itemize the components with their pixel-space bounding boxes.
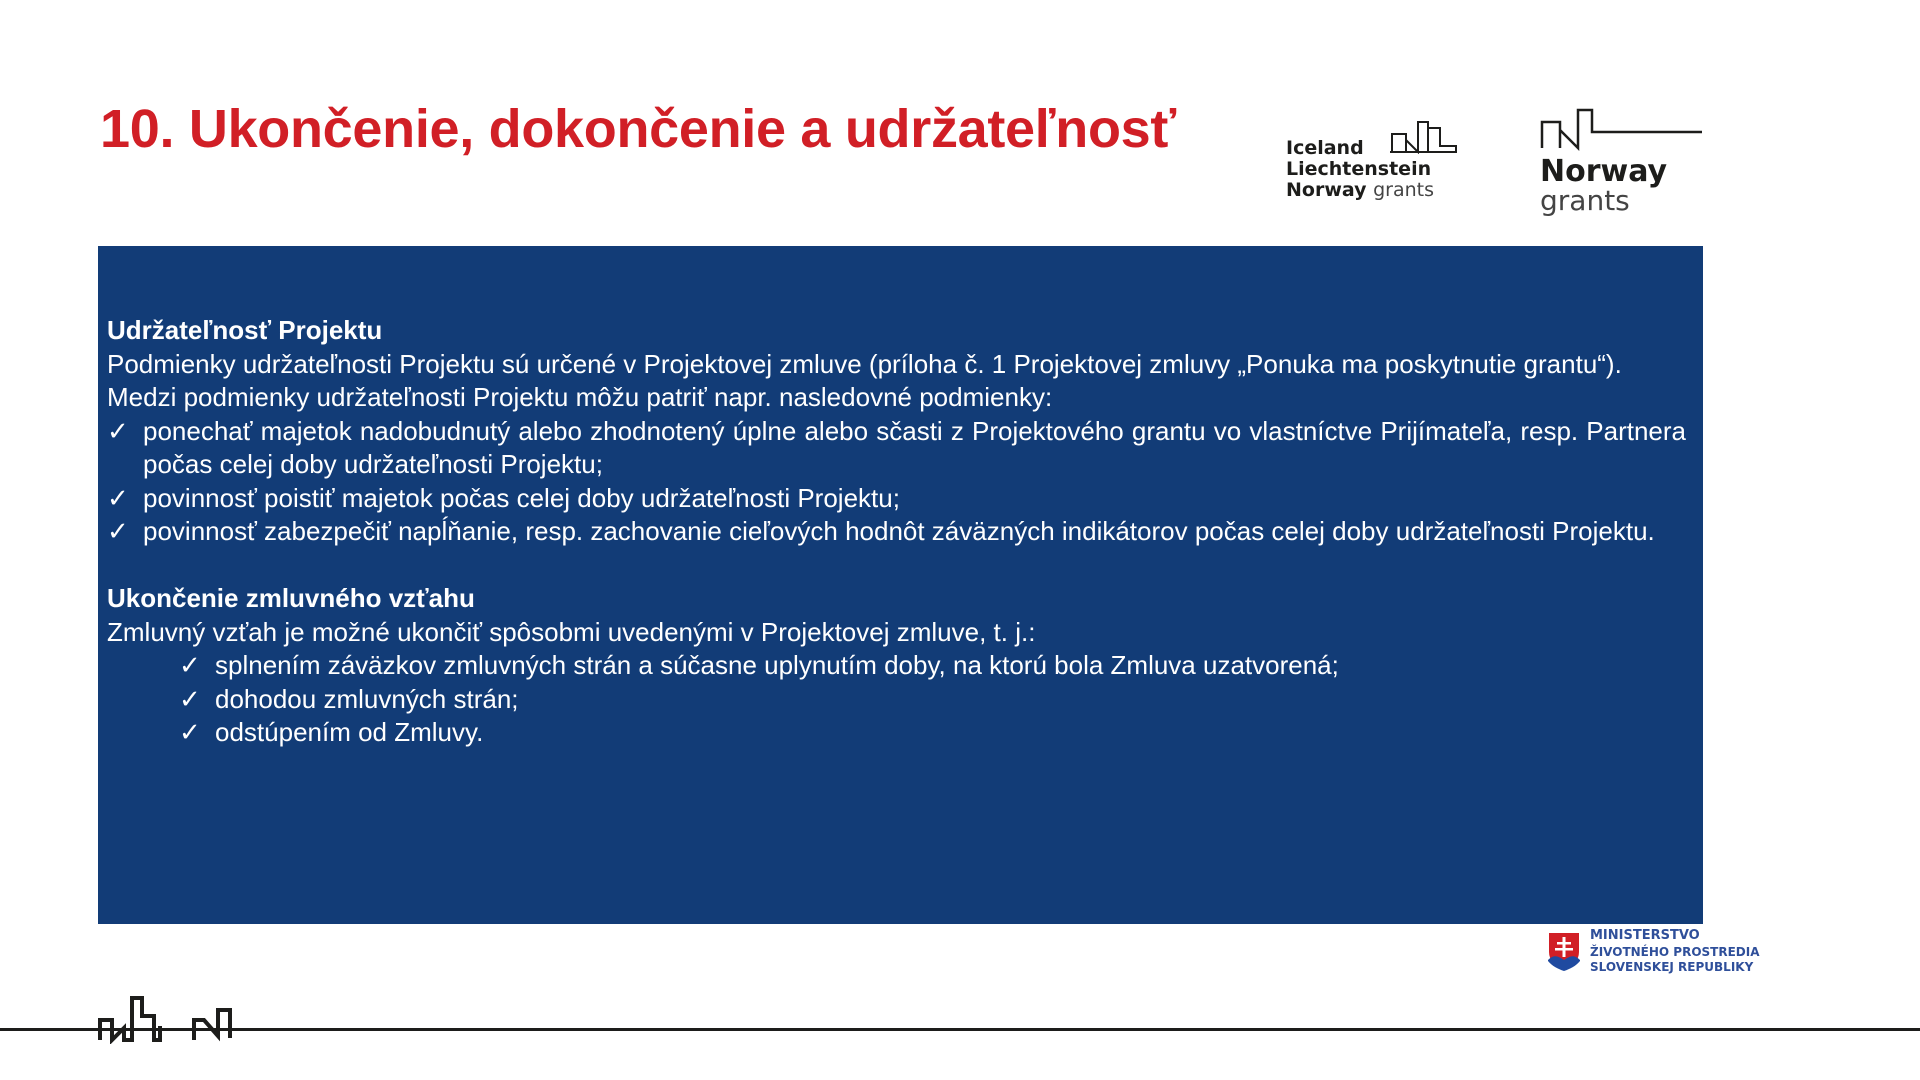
eea-logo-grants: grants bbox=[1373, 179, 1435, 201]
list-item bbox=[179, 649, 1686, 683]
eea-logo-line-3 bbox=[1286, 180, 1434, 201]
ministry-logo-line-2: ŽIVOTNÉHO PROSTREDIA bbox=[1590, 945, 1760, 959]
sustainability-paragraph-1: Podmienky udržateľnosti Projektu sú určené v Projektovej zmluve (príloha č. 1 Projektovej zmluvy „Ponuka ma poskytnutie grantu“). bbox=[107, 348, 1622, 379]
eea-grants-buildings-icon bbox=[1390, 118, 1460, 154]
ministry-logo-line-1: MINISTERSTVO bbox=[1590, 928, 1700, 943]
checkmark-icon: ✓ bbox=[179, 717, 201, 747]
slide-title: 10. Ukončenie, dokončenie a udržateľnosť bbox=[100, 99, 1176, 159]
list-item-text: splnením záväzkov zmluvných strán a súčasne uplynutím doby, na ktorú bola Zmluva uzatvorená; bbox=[215, 650, 1339, 680]
list-item bbox=[107, 415, 1686, 482]
eea-logo-line-1: Iceland bbox=[1286, 137, 1364, 159]
norway-grants-logo-line-1: Norway bbox=[1540, 154, 1668, 189]
checkmark-icon: ✓ bbox=[107, 415, 129, 446]
section-heading-termination: Ukončenie zmluvného vzťahu bbox=[107, 583, 475, 613]
grants-buildings-footer-icon bbox=[96, 990, 236, 1044]
list-item-text: povinnosť poistiť majetok počas celej doby udržateľnosti Projektu; bbox=[143, 482, 900, 513]
norway-grants-logo-line-2: grants bbox=[1540, 184, 1630, 217]
list-item bbox=[179, 683, 1686, 717]
norway-grants-buildings-icon bbox=[1540, 106, 1705, 152]
checkmark-icon: ✓ bbox=[107, 482, 129, 513]
footer-divider bbox=[0, 1028, 1920, 1031]
slovak-coat-of-arms-icon bbox=[1546, 930, 1582, 972]
checkmark-icon: ✓ bbox=[107, 516, 129, 546]
iceland-liechtenstein-norway-grants-logo bbox=[1286, 118, 1466, 208]
list-item bbox=[179, 716, 1686, 750]
sustainability-paragraph-2: Medzi podmienky udržateľnosti Projektu môžu patriť napr. nasledovné podmienky: bbox=[107, 382, 1053, 412]
eea-logo-line-2: Liechtenstein bbox=[1286, 158, 1432, 180]
eea-logo-norway: Norway bbox=[1286, 179, 1367, 201]
ministry-logo bbox=[1546, 928, 1786, 978]
list-item-text: ponechať majetok nadobudnutý alebo zhodnotený úplne alebo sčasti z Projektového grantu vo vlastníctve Prijímateľa, resp. Partnera počas celej doby udržateľnosti Projektu; bbox=[143, 415, 1686, 479]
list-item bbox=[107, 515, 1686, 549]
ministry-logo-line-3: SLOVENSKEJ REPUBLIKY bbox=[1590, 960, 1754, 974]
list-item bbox=[107, 482, 1686, 516]
content-panel bbox=[98, 246, 1703, 924]
checkmark-icon: ✓ bbox=[179, 650, 201, 680]
spacer bbox=[107, 549, 1686, 583]
sustainability-conditions-list bbox=[107, 415, 1686, 549]
termination-paragraph-1: Zmluvný vzťah je možné ukončiť spôsobmi uvedenými v Projektovej zmluve, t. j.: bbox=[107, 616, 1036, 647]
norway-grants-logo bbox=[1540, 106, 1705, 216]
list-item-text: dohodou zmluvných strán; bbox=[215, 683, 519, 714]
section-heading-sustainability: Udržateľnosť Projektu bbox=[107, 315, 383, 345]
checkmark-icon: ✓ bbox=[179, 683, 201, 714]
list-item-text: odstúpením od Zmluvy. bbox=[215, 717, 484, 747]
termination-methods-list bbox=[107, 649, 1686, 750]
list-item-text: povinnosť zabezpečiť napĺňanie, resp. zachovanie cieľových hodnôt záväzných indikátorov počas celej doby udržateľnosti Projektu. bbox=[143, 516, 1655, 546]
